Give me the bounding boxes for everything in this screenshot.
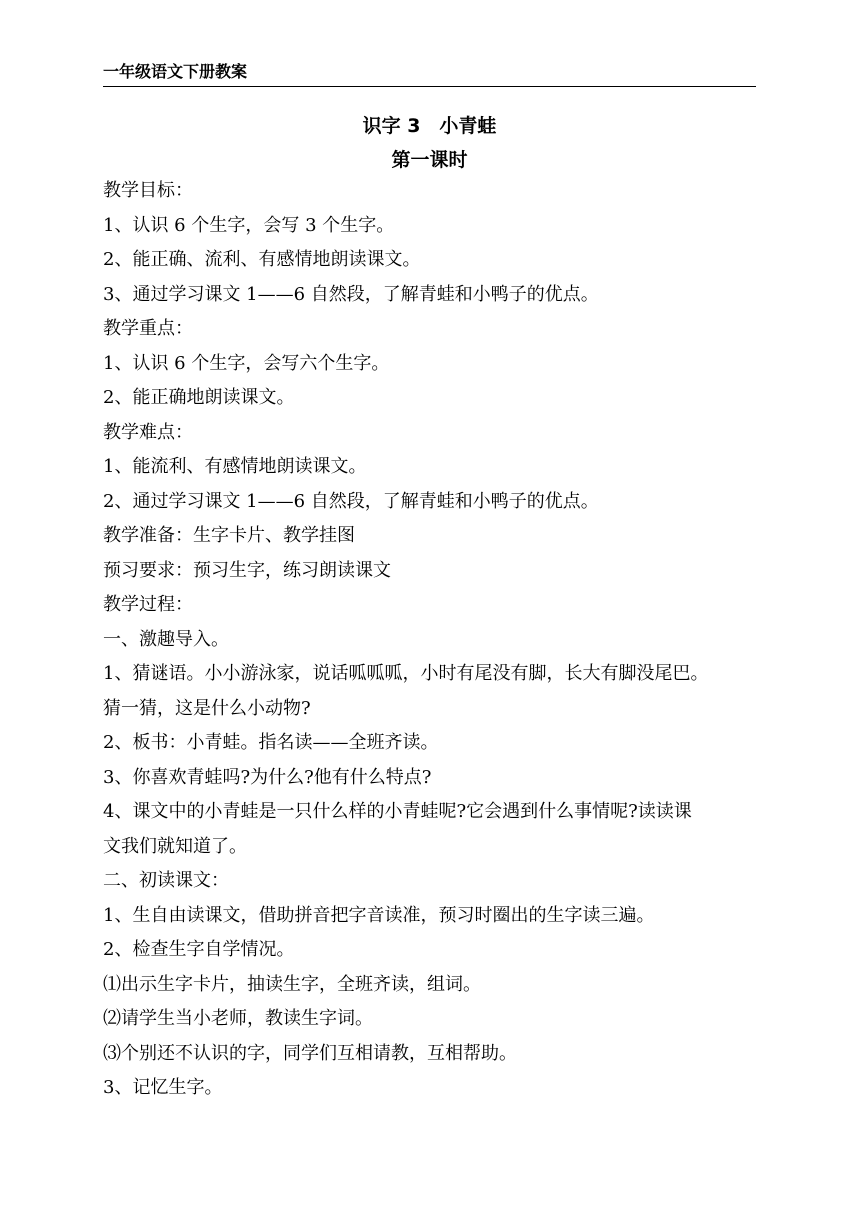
body-line: 教学重点：	[103, 318, 193, 339]
body-line: 1、认识 6 个生字，会写 3 个生字。	[103, 214, 395, 236]
body-line: 3、通过学习课文 1——6 自然段，了解青蛙和小鸭子的优点。	[103, 283, 599, 305]
body-line: 猜一猜，这是什么小动物?	[103, 697, 311, 719]
body-line: 教学准备：生字卡片、教学挂图	[103, 525, 355, 546]
body-line: 2、能正确地朗读课文。	[103, 387, 295, 408]
lesson-body	[103, 174, 768, 1106]
body-line: 教学过程：	[103, 594, 193, 615]
body-line: 教学目标：	[103, 180, 193, 201]
body-line: 1、能流利、有感情地朗读课文。	[103, 456, 367, 477]
body-line: ⑴出示生字卡片，抽读生字，全班齐读，组词。	[103, 973, 481, 995]
body-line: 二、初读课文：	[103, 870, 229, 891]
body-line: 一、激趣导入。	[103, 628, 229, 650]
body-line: ⑵请学生当小老师，教读生字词。	[103, 1008, 373, 1029]
body-line: 4、课文中的小青蛙是一只什么样的小青蛙呢?它会遇到什么事情呢?读读课	[103, 801, 692, 822]
body-line: 1、猜谜语。小小游泳家，说话呱呱呱，小时有尾没有脚，长大有脚没尾巴。	[103, 663, 709, 684]
page-header: 一年级语文下册教案	[103, 60, 756, 87]
lesson-subtitle: 第一课时	[391, 149, 468, 171]
body-line: 文我们就知道了。	[103, 835, 247, 857]
body-line: 2、能正确、流利、有感情地朗读课文。	[103, 249, 421, 270]
body-line: 预习要求：预习生字，练习朗读课文	[103, 559, 391, 581]
body-line: 2、检查生字自学情况。	[103, 939, 295, 960]
body-line: ⑶个别还不认识的字，同学们互相请教，互相帮助。	[103, 1042, 517, 1064]
body-line: 2、板书：小青蛙。指名读——全班齐读。	[103, 732, 439, 753]
body-line: 3、记忆生字。	[103, 1077, 223, 1098]
body-line: 1、认识 6 个生字，会写六个生字。	[103, 352, 390, 374]
body-line: 2、通过学习课文 1——6 自然段，了解青蛙和小鸭子的优点。	[103, 490, 599, 512]
body-line: 教学难点：	[103, 421, 193, 443]
body-line: 3、你喜欢青蛙吗?为什么?他有什么特点?	[103, 766, 432, 788]
body-line: 1、生自由读课文，借助拼音把字音读准，预习时圈出的生字读三遍。	[103, 904, 655, 926]
lesson-title: 识字 3 小青蛙	[362, 115, 497, 137]
